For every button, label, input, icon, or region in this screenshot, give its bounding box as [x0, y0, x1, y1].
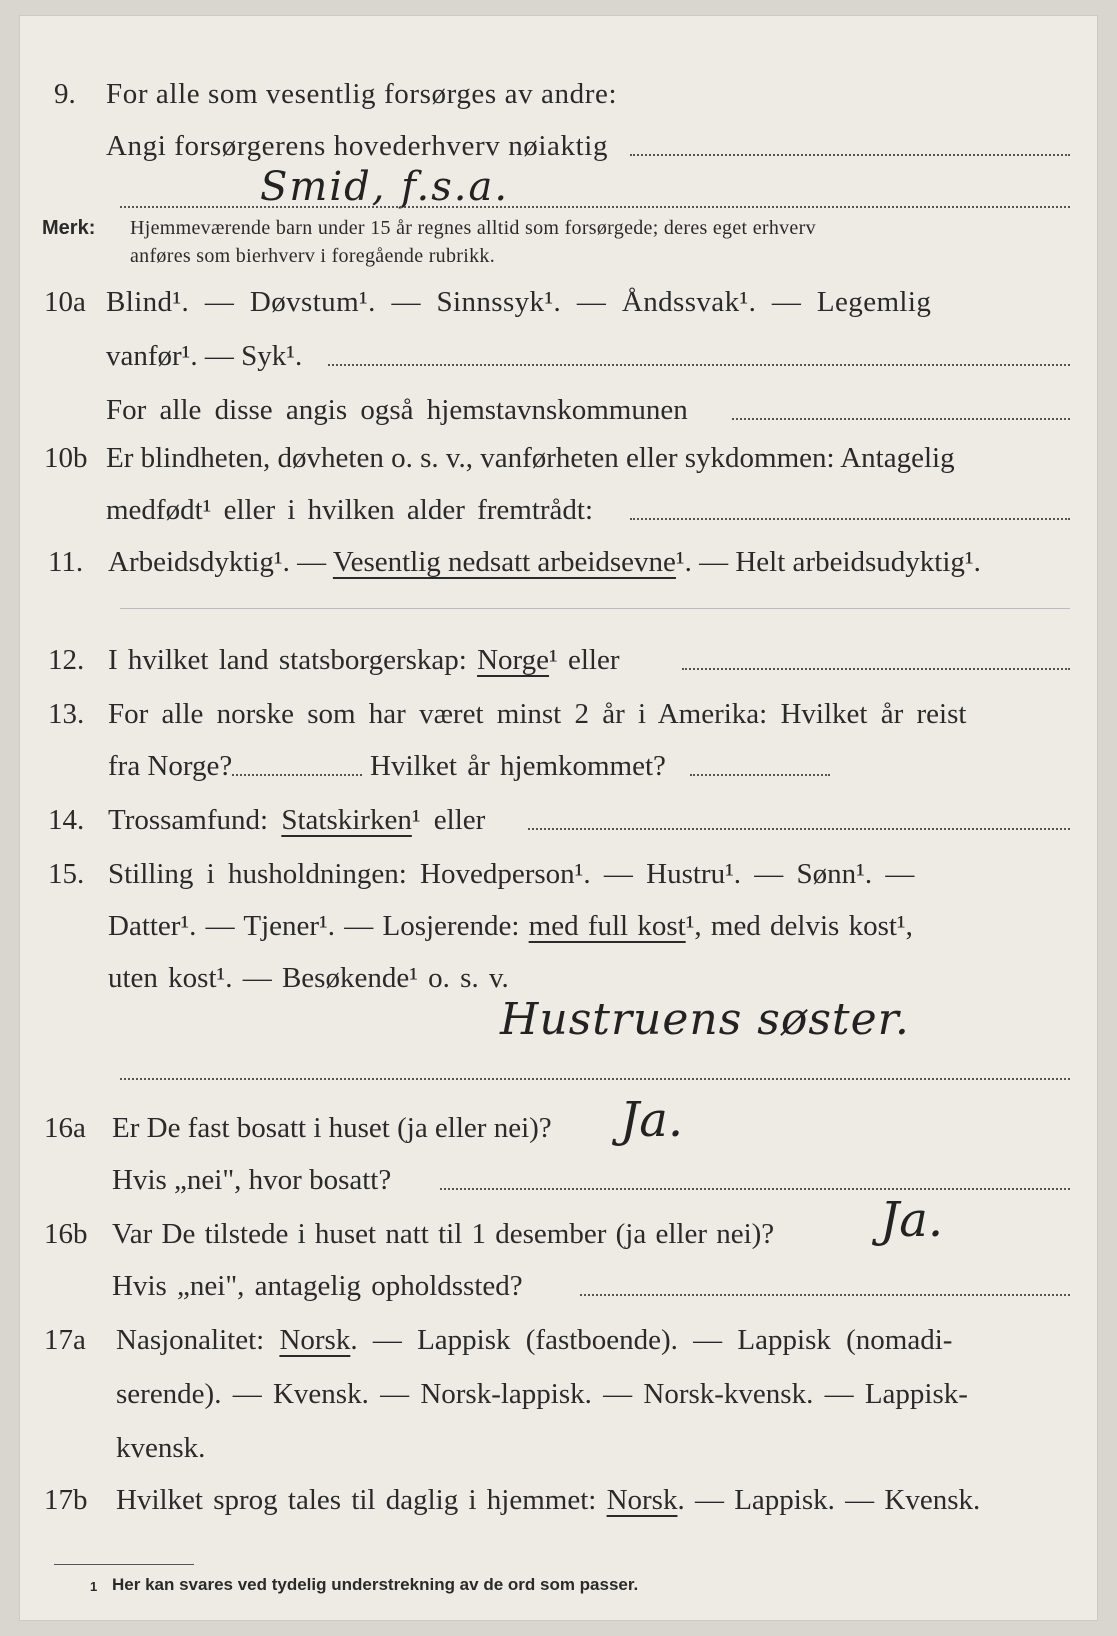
- q16b-answer-line: [580, 1294, 1070, 1296]
- q13-number: 13.: [48, 698, 85, 730]
- footnote-rule: [54, 1564, 194, 1565]
- q13-line2b: Hvilket år hjemkommet?: [370, 750, 666, 782]
- q17b-pre: Hvilket sprog tales til daglig i hjemmet:: [116, 1484, 607, 1516]
- q14-underlined: Statskirken: [281, 804, 412, 836]
- q10a-line1: Blind¹. — Døvstum¹. — Sinnssyk¹. — Åndssvak¹. — Legemlig: [106, 286, 932, 318]
- q14-pre: Trossamfund:: [108, 804, 282, 836]
- q11-post: ¹. — Helt arbeidsudyktig¹.: [675, 546, 981, 578]
- q10b-number: 10b: [44, 442, 88, 474]
- q11-pre: Arbeidsdyktig¹. —: [108, 546, 333, 578]
- q9-answer-line2: [120, 206, 1070, 208]
- q14-post: ¹ eller: [411, 804, 486, 836]
- q9-answer-line: [630, 154, 1070, 156]
- footnote-text: Her kan svares ved tydelig understrekning av de ord som passer.: [112, 1575, 639, 1594]
- q17a-line1-pre: Nasjonalitet:: [116, 1324, 280, 1356]
- q11-line: [108, 544, 981, 580]
- q16b-handwritten-answer: Ja.: [880, 1192, 944, 1248]
- q10b-answer-line: [630, 518, 1070, 520]
- q13-reist-line: [232, 774, 362, 776]
- q15-line2-underlined: med full kost: [528, 910, 686, 942]
- q12-underlined: Norge: [477, 644, 550, 676]
- q16b-line2: Hvis „nei", antagelig opholdssted?: [112, 1270, 523, 1302]
- q15-line2-post: ¹, med delvis kost¹,: [685, 910, 913, 942]
- q10b-line1: Er blindheten, døvheten o. s. v., vanførheten eller sykdommen: Antagelig: [106, 442, 955, 474]
- q13-hjemkommet-line: [690, 774, 830, 776]
- q17a-number: 17a: [44, 1324, 86, 1356]
- footnote-mark: 1: [90, 1579, 98, 1594]
- q16a-number: 16a: [44, 1112, 86, 1144]
- q17a-line2: serende). — Kvensk. — Norsk-lappisk. — Norsk-kvensk. — Lappisk-: [116, 1378, 968, 1410]
- q17a-line3: kvensk.: [116, 1432, 206, 1464]
- q10a-hjemstavn-line: [732, 418, 1070, 420]
- q9-handwritten-answer: Smid, f.s.a.: [260, 164, 510, 210]
- q12-answer-line: [682, 668, 1070, 670]
- q14-line: [108, 802, 485, 838]
- q10b-line2: medfødt¹ eller i hvilken alder fremtrådt:: [106, 494, 594, 526]
- q11-number: 11.: [48, 546, 84, 578]
- q15-line2: [108, 908, 913, 944]
- q9-number: 9.: [54, 78, 76, 110]
- q16b-number: 16b: [44, 1218, 88, 1250]
- q15-line2-pre: Datter¹. — Tjener¹. — Losjerende:: [108, 910, 529, 942]
- q17b-line: [116, 1482, 980, 1518]
- merk-line1: Hjemmeværende barn under 15 år regnes alltid som forsørgede; deres eget erhverv: [130, 217, 816, 239]
- q15-handwritten-answer: Hustruens søster.: [500, 994, 910, 1045]
- q12-pre: I hvilket land statsborgerskap:: [108, 644, 478, 676]
- q14-answer-line: [528, 828, 1070, 830]
- q17a-line1-post: . — Lappisk (fastboende). — Lappisk (nomadi-: [350, 1324, 953, 1356]
- q15-number: 15.: [48, 858, 85, 890]
- q10a-number: 10a: [44, 286, 86, 318]
- q16a-line1: Er De fast bosatt i huset (ja eller nei)?: [112, 1112, 552, 1144]
- q16b-line1: Var De tilstede i huset natt til 1 desember (ja eller nei)?: [112, 1218, 775, 1250]
- q17b-underlined: Norsk: [606, 1484, 678, 1516]
- q12-number: 12.: [48, 644, 85, 676]
- merk-label: Merk:: [42, 217, 96, 239]
- form-page: [20, 16, 1097, 1620]
- q14-number: 14.: [48, 804, 85, 836]
- q15-answer-line: [120, 1078, 1070, 1080]
- q13-line1: For alle norske som har været minst 2 år i Amerika: Hvilket år reist: [108, 698, 967, 730]
- q10a-line3: For alle disse angis også hjemstavnskommunen: [106, 394, 688, 426]
- q11-underlined: Vesentlig nedsatt arbeidsevne: [332, 546, 676, 578]
- q11-separator: [120, 608, 1070, 609]
- q15-line3: uten kost¹. — Besøkende¹ o. s. v.: [108, 962, 509, 994]
- q9-line1: For alle som vesentlig forsørges av andre:: [106, 78, 618, 110]
- q16a-answer-line: [440, 1188, 1070, 1190]
- q17b-number: 17b: [44, 1484, 88, 1516]
- q17a-line1-underlined: Norsk: [279, 1324, 351, 1356]
- q12-post: ¹ eller: [549, 644, 620, 676]
- merk-line2: anføres som bierhverv i foregående rubrikk.: [130, 245, 495, 267]
- q15-line1: Stilling i husholdningen: Hovedperson¹. — Hustru¹. — Sønn¹. —: [108, 858, 915, 890]
- q12-line: [108, 642, 619, 678]
- q17a-line1: [116, 1322, 952, 1358]
- q10a-line2: vanfør¹. — Syk¹.: [106, 340, 303, 372]
- q9-line2: Angi forsørgerens hovederhverv nøiaktig: [106, 130, 609, 162]
- q16a-handwritten-answer: Ja.: [620, 1092, 684, 1148]
- q10a-answer-line: [328, 364, 1070, 366]
- q16a-line2: Hvis „nei", hvor bosatt?: [112, 1164, 392, 1196]
- q17b-post: . — Lappisk. — Kvensk.: [677, 1484, 981, 1516]
- q13-line2a: fra Norge?: [108, 750, 233, 782]
